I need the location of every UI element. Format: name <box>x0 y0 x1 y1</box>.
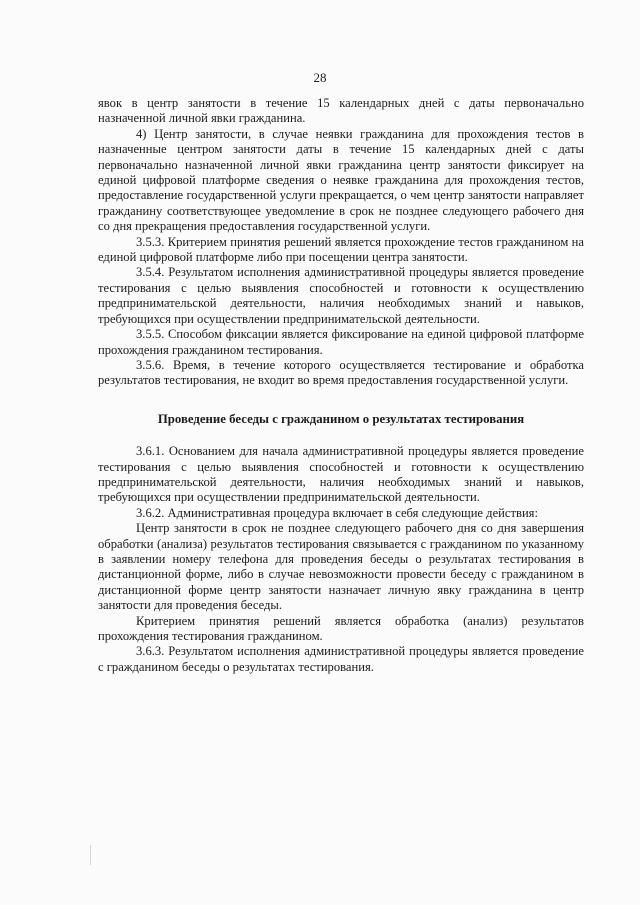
paragraph-3-5-5: 3.5.5. Способом фиксации является фиксирование на единой цифровой платформе прохождения гражданином тестирования. <box>98 327 584 357</box>
paragraph-3-6-1: 3.6.1. Основанием для начала административной процедуры является проведение тестирования с целью выявления способностей и готовности к осуществлению предпринимательской деятельности, наличия необходимых знаний и навыков, требующихся при осуществлении предпринимательской деятельности. <box>98 444 584 505</box>
paragraph-3-5-4: 3.5.4. Результатом исполнения административной процедуры является проведение тестирования с целью выявления способностей и готовности к осуществлению предпринимательской деятельности, наличия необходимых знаний и навыков, требующихся при осуществлении предпринимательской деятельности. <box>98 265 584 326</box>
paragraph: Критерием принятия решений является обработка (анализ) результатов прохождения тестирования гражданином. <box>98 613 584 643</box>
paragraph: явок в центр занятости в течение 15 календарных дней с даты первоначально назначенной личной явки гражданина. <box>98 96 584 126</box>
paragraph-3-5-3: 3.5.3. Критерием принятия решений является прохождение тестов гражданином на единой цифровой платформе либо при посещении центра занятости. <box>98 234 584 265</box>
scan-artifact <box>90 845 91 865</box>
section-heading: Проведение беседы с гражданином о результатах тестирования <box>157 411 525 426</box>
paragraph-3-6-2: 3.6.2. Административная процедура включает в себя следующие действия: <box>136 505 538 520</box>
paragraph: 4) Центр занятости, в случае неявки гражданина для прохождения тестов в назначенные центром занятости даты в течение 15 календарных дней с даты первоначально назначенной личной явки гражданина центр занятости фиксирует на единой цифровой платформе сведения о неявке гражданина для прохождения тестов, предоставление государственной услуги прекращается, о чем центр занятости направляет гражданину соответствующее уведомление в срок не позднее следующего рабочего дня со дня прекращения предоставления государственной услуги. <box>98 126 584 234</box>
document-body <box>98 96 584 675</box>
paragraph: Центр занятости в срок не позднее следующего рабочего дня со дня завершения обработки (анализа) результатов тестирования связывается с гражданином по указанному в заявлении номеру телефона для проведения беседы о результатах тестирования в дистанционной форме, либо в случае невозможности провести беседу с гражданином в дистанционной форме центр занятости назначает личную явку гражданина в центр занятости для проведения беседы. <box>98 521 584 613</box>
page-number: 28 <box>313 70 327 85</box>
paragraph-3-6-3: 3.6.3. Результатом исполнения административной процедуры является проведение с гражданином беседы о результатах тестирования. <box>98 644 584 674</box>
paragraph-3-5-6: 3.5.6. Время, в течение которого осуществляется тестирование и обработка результатов тестирования, не входит во время предоставления государственной услуги. <box>98 357 584 388</box>
